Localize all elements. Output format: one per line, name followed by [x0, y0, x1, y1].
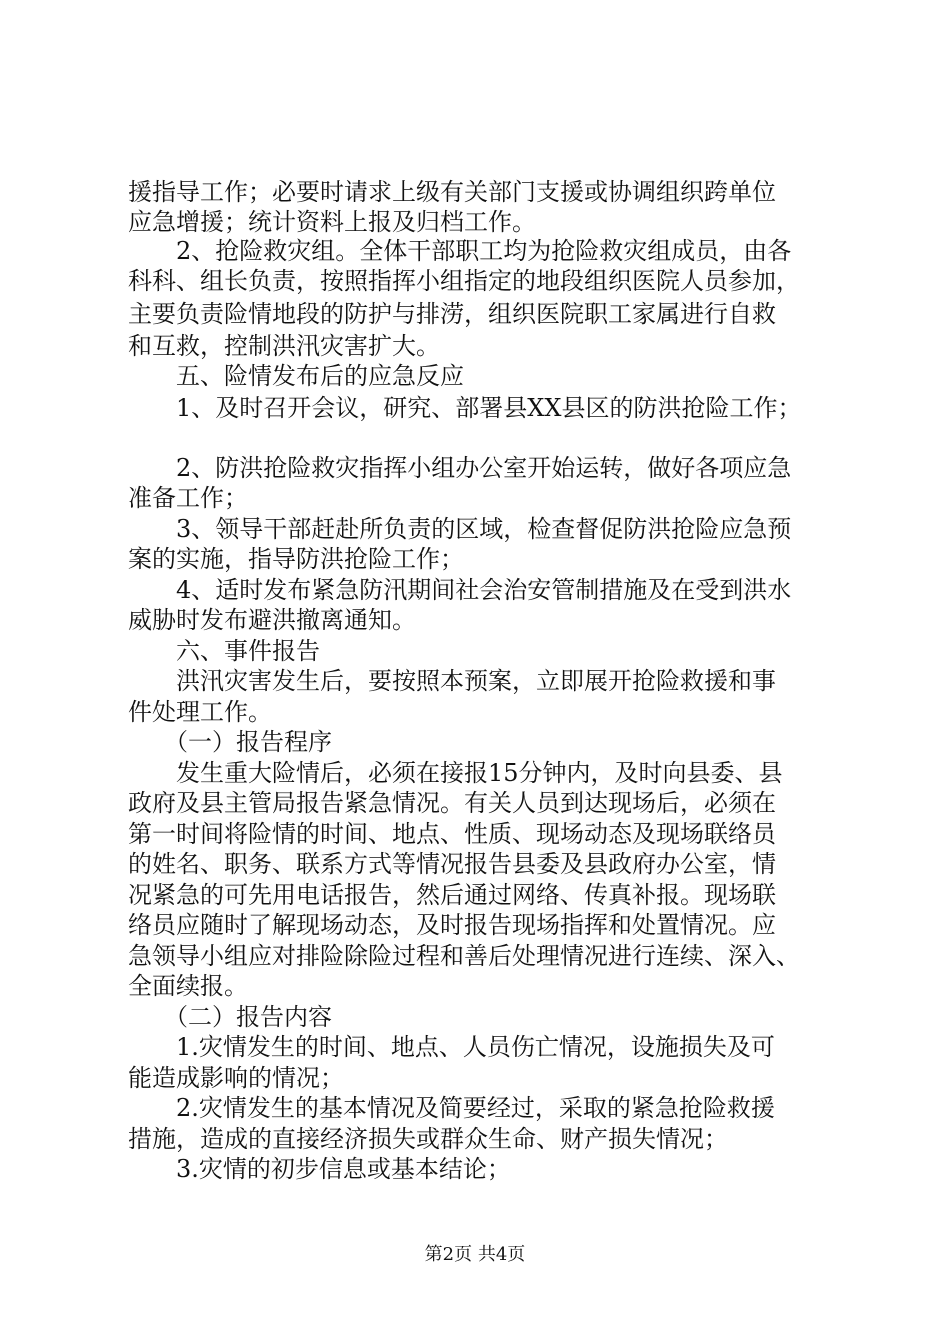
subsection-heading: （二）报告内容 [128, 1003, 332, 1031]
text-line: 4、适时发布紧急防汛期间社会治安管制措施及在受到洪水 [128, 576, 792, 604]
text-line: 急领导小组应对排险除险过程和善后处理情况进行连续、深入、 [128, 942, 800, 970]
text-line: 的姓名、职务、联系方式等情况报告县委及县政府办公室，情 [128, 850, 776, 878]
text-line: 2、抢险救灾组。全体干部职工均为抢险救灾组成员，由各 [128, 237, 792, 265]
text-line: 主要负责险情地段的防护与排涝，组织医院职工家属进行自救 [128, 300, 776, 328]
text-line: 2、防洪抢险救灾指挥小组办公室开始运转，做好各项应急 [128, 454, 792, 482]
text-line: 发生重大险情后，必须在接报15分钟内，及时向县委、县 [128, 759, 783, 787]
text-line: 件处理工作。 [128, 698, 272, 726]
text-line: 1.灾情发生的时间、地点、人员伤亡情况，设施损失及可 [128, 1033, 775, 1061]
section-heading: 五、险情发布后的应急反应 [128, 362, 464, 390]
text-line: 能造成影响的情况； [128, 1064, 344, 1092]
page-number-footer: 第2页 共4页 [424, 1244, 526, 1265]
text-line: 案的实施，指导防洪抢险工作； [128, 545, 464, 573]
text-line: 威胁时发布避洪撤离通知。 [128, 606, 416, 634]
text-line: 政府及县主管局报告紧急情况。有关人员到达现场后，必须在 [128, 789, 776, 817]
text-line: 措施，造成的直接经济损失或群众生命、财产损失情况； [128, 1125, 728, 1153]
text-line: 第一时间将险情的时间、地点、性质、现场动态及现场联络员 [128, 820, 776, 848]
text-line: 洪汛灾害发生后，要按照本预案，立即展开抢险救援和事 [128, 667, 776, 695]
text-line: 络员应随时了解现场动态，及时报告现场指挥和处置情况。应 [128, 911, 776, 939]
text-line: 科科、组长负责，按照指挥小组指定的地段组织医院人员参加， [128, 267, 800, 295]
subsection-heading: （一）报告程序 [128, 728, 332, 756]
text-line: 全面续报。 [128, 972, 248, 1000]
section-heading: 六、事件报告 [128, 637, 320, 665]
text-line: 3、领导干部赶赴所负责的区域，检查督促防洪抢险应急预 [128, 515, 792, 543]
text-line: 况紧急的可先用电话报告，然后通过网络、传真补报。现场联 [128, 881, 776, 909]
text-line: 1、及时召开会议，研究、部署县XX县区的防洪抢险工作； [128, 394, 802, 422]
text-line: 准备工作； [128, 484, 248, 512]
text-line: 2.灾情发生的基本情况及简要经过，采取的紧急抢险救援 [128, 1094, 775, 1122]
text-line: 援指导工作；必要时请求上级有关部门支援或协调组织跨单位 [128, 178, 776, 206]
text-line: 应急增援；统计资料上报及归档工作。 [128, 208, 536, 236]
text-line: 3.灾情的初步信息或基本结论； [128, 1155, 511, 1183]
text-line: 和互救，控制洪汛灾害扩大。 [128, 332, 440, 360]
